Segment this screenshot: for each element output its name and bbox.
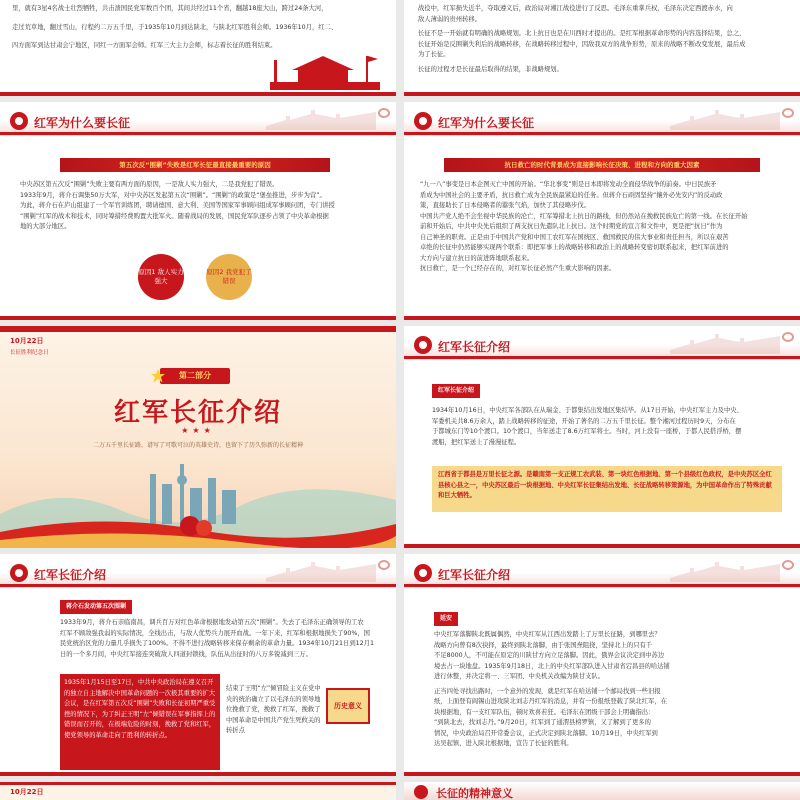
slide4-ribbon: 抗日救亡的时代背景成为直接影响长征决策、进程和方向的重大因素 [444, 158, 760, 172]
slide4-para: 卓绝的长征中仍然能够实现两个联系：即把军事上的战略转移和政治上的战略转变密切联系起来，把红军前进的 [420, 244, 729, 251]
slide7-para: 民党统治区党的力量几乎损失了100%。不得不进行战略转移来保存剩余的革命力量。1934年10月21日到12月1 [60, 640, 374, 647]
great-wall-icon [670, 330, 780, 354]
slide8-para: 不足8000人，不可能在原定的川陕甘方向立足落脚。因此，俄界会议决定到中苏边 [434, 652, 665, 659]
slide4-para: 策，直接助长了日本侵略者的嚣张气焰，加快了其侵略步伐。 [420, 202, 591, 209]
swirl-icon [378, 108, 390, 118]
part-tag: 第二部分 [160, 368, 230, 384]
slide4-para: 中国共产党人绝不会坐视中华民族的沦亡，红军筹措北上抗日的路线，但仍然站在挽救民族危亡的第一线。在长征开始 [420, 212, 748, 220]
slide6-highlight: 江西省于都县是万里长征之源。是赣南第一支正规工农武装、第一块红色根据地、第一个县级红色政权，是中央苏区全红县核心县之一，中央苏区最后一块根据地、中央红军长征集结出发地、长征战略转移策源地，为中国革命作出了特殊贡献和巨大牺牲。 [438, 471, 772, 499]
circle-icon [414, 336, 432, 354]
slide3-header [0, 102, 396, 142]
slide4-para: “九一八”事变是日本企图灭亡中国的开始。“华北事变”则是日本即将发动全面侵华战争的前奏。中日民族矛 [420, 181, 717, 188]
cover-title: 红军长征介绍 [113, 398, 282, 428]
city-skyline-illustration [0, 454, 396, 548]
slide8-para: 达吴起镇，进入陕北根据地，宣告了长征的胜利。 [434, 740, 573, 747]
slide8-footer-bar [404, 772, 800, 776]
top-bar [0, 326, 396, 332]
top-bar [0, 782, 396, 785]
slide-7[interactable] [0, 554, 396, 776]
slide10-title: 长征的精神意义 [436, 787, 513, 800]
slide8-para: 块根据地，有一支红军队伍，顿时欢喜若狂。毛泽东在团级干部会上明确指出： [434, 708, 655, 716]
slide-1[interactable] [0, 0, 396, 96]
slide2-line: 战役中，红军损失近半，夺取遵义后，政治局对湘江战役进行了反思。毛泽东重掌兵权，毛泽东决定西渡赤水，向 [418, 5, 733, 12]
cover-date: 10月22日 [10, 337, 44, 345]
slide4-para: 盾成为中国社会的主要矛盾，抗日救亡成为全民族最紧迫的任务。但蒋介石顽固坚持“攘外必先安内”的反动政 [420, 191, 723, 199]
circle-icon [414, 112, 432, 130]
slide8-para: 纸，上面登有阎锡山进攻陕北刘志丹红军的消息，并有一份报纸登载了陕北红军，在 [434, 698, 667, 705]
slide2-footer-bar [404, 92, 800, 96]
slide7-red-box [60, 674, 220, 770]
slide6-footer-bar [404, 544, 800, 548]
slide3-footer-bar [0, 316, 396, 320]
slide3-title: 红军为什么要长征 [34, 116, 131, 130]
slide8-para: 中央红军落脚陕北既属偶然，中央红军从江西出发踏上了万里长征路，到哪里去？ [434, 631, 661, 638]
slide8-header [404, 554, 800, 594]
slide1-footer-bar [0, 92, 396, 96]
slide4-para: 大方向与建立抗日的前进阵地联系起来。 [420, 254, 534, 262]
slide3-para: “围剿”红军的战术和技术，同时筹措经费购置大批军火。随着战局的发展，国民党军队逐步占领了中央革命根据 [20, 212, 329, 220]
slide7-para: 红军不顾敌强我弱的实际情况，全线出击，与敌人优势兵力展开血战。一年下来，红军和根据地损失了90%，国 [60, 629, 370, 637]
swirl-icon [782, 108, 794, 118]
slide6-para: 于都城东门等10个渡口。10个渡口，当年送走了8.6万红军将士。当时，河上没有一座桥，于都人民搭浮桥，摆 [432, 428, 742, 435]
slide8-tag: 延安 [434, 612, 458, 626]
slide-2[interactable] [404, 0, 800, 96]
slide7-body [60, 618, 386, 660]
reason2-circle: 原因2 我党犯了 错误 [206, 254, 252, 300]
slide1-line: 走过荒草地，翻过雪山，行程约二万五千里，于1935年10月到达陕北，与陕北红军胜利会师。1936年10月，红二、 [12, 23, 338, 31]
slide2-line: 敌人薄弱的贵州转移。 [418, 15, 481, 23]
swirl-icon [782, 332, 794, 342]
slide7-para: 日的一个多月间，中央红军接连突破敌人四道封锁线，队伍从出征时的八万多锐减到三万。 [60, 650, 312, 658]
slide4-footer-bar [404, 316, 800, 320]
slide7-header [0, 554, 396, 594]
slide3-body [20, 180, 380, 233]
slide-4[interactable] [404, 102, 800, 320]
slide2-line: 长征的过程才是长征最后取得的结果，非战略规划。 [418, 65, 563, 73]
slide7-mid-text: 结束了王明“左”倾冒险主义在党中央的统治确立了以毛泽东的领导地位挽救了党，挽救了红军，挽救了中国革命是中国共产党生死攸关的转折点 [226, 685, 321, 734]
star-icon [150, 368, 166, 384]
great-wall-icon [266, 106, 376, 130]
slide8-body [434, 630, 784, 750]
slide-3[interactable] [0, 102, 396, 320]
slide8-para: 战略方向曾有8次抉择，最终到陕北落脚，由于张国焘阻挠，坚持北上的只有千 [434, 641, 653, 649]
slide-5[interactable] [0, 326, 396, 548]
great-wall-icon [670, 558, 780, 582]
slide3-para: 地的大部分地区。 [20, 223, 71, 230]
slide8-para: 正当四处寻找出路时，一个意外的发现，就是红军在哈达铺一个邮局找到一些旧报 [434, 687, 661, 695]
slide4-header [404, 102, 800, 142]
slide1-line: 里，就有3星4名战士壮烈牺牲，共击溃国民党军数百个团，其间共经过11个省，翻越18座大山，跨过24条大河， [12, 5, 328, 12]
slide3-para: 1933年9月，蒋介石调集50万大军，对中央苏区发起第五次“围剿”。“围剿”的政策是“堡垒推进，步步为营”。 [20, 191, 326, 199]
slide2-line: 为了长征。 [418, 51, 450, 58]
slide8-para: 情况，中央政治局召开常委会议，正式决定到陕北落脚。10月19日，中央红军到 [434, 729, 658, 737]
slide2-line: 长征不是一开始就有明确的战略规划。北上抗日也是在川西时才提出的。是红军根据革命形势的内容选择结果，总之， [418, 30, 746, 37]
slide-10[interactable] [404, 782, 800, 800]
history-badge: 历史意义 [326, 688, 370, 724]
slide8-para: 境去占一块地盘。1935年9月18日，北上的中央红军部队进入甘肃省宕昌县的哈达铺 [434, 662, 670, 670]
slide6-highlight-box [432, 466, 782, 512]
circle-icon [10, 112, 28, 130]
slide8-para: “到陕北去，找刘志丹。”9月20日，红军到了通渭县榜罗镇，又了解到了更多的 [434, 719, 651, 726]
slide6-para: 1934年10月16日，中央红军各部队在从瑞金、于都集结出发地区集结毕。从17日开始，中央红军主力及中央、 [432, 407, 743, 414]
slide9-date: 10月22日 [10, 788, 44, 796]
slide6-header [404, 326, 800, 366]
slide3-para: 为此，蒋介石在庐山组建了一个军官训练团，聘请德国、意大利、美国等国家军事顾问组成军事顾问团，专门讲授 [20, 202, 335, 209]
reason1-circle: 原因1 敌人实力 强大 [138, 254, 184, 300]
slide8-para: 进行休整，并决定将一、三军团、中央机关改编为陕甘支队。 [434, 673, 605, 680]
great-wall-icon [266, 558, 376, 582]
slide6-para: 军委机关共8.6万余人，踏上战略转移的征途，开始了著名的二万五千里长征。整个湘河过程历时9天，分布在 [432, 417, 736, 425]
slide-9[interactable] [0, 782, 396, 800]
slide8-title: 红军长征介绍 [438, 568, 511, 582]
circle-icon [414, 564, 432, 582]
great-wall-icon [670, 106, 780, 130]
circle-icon [10, 564, 28, 582]
slide3-para: 中央苏区第五次反“围剿”失败主要有两方面的原因，一是敌人实力强大，二是我党犯了错误。 [20, 181, 279, 188]
slide7-tag: 蒋介石发动第五次围剿 [60, 600, 132, 614]
slide6-para: 渡船，把红军送上了漫漫征程。 [432, 438, 521, 446]
slide2-line: 长征开始是反围剿失利后的战略转移，在战略转移过程中，因敌我双方的战争形势，原来的战略不断改变发展，最后成 [418, 40, 746, 48]
slide4-title: 红军为什么要长征 [438, 116, 535, 130]
slide2-text [418, 4, 788, 75]
slide6-tag: 红军长征介绍 [432, 384, 480, 398]
slide7-para: 1933年9月，蒋介石亲临南昌，调兵百万对红色革命根据地发动第五次“围剿”。失去了毛泽东正确领导的工农 [60, 619, 364, 626]
slide4-body [420, 180, 786, 275]
slide-8[interactable] [404, 554, 800, 776]
slide7-title: 红军长征介绍 [34, 568, 107, 582]
star-divider: ★★★ [181, 426, 215, 435]
swirl-icon [782, 560, 794, 570]
slide4-para: 抗日救亡，是一个已经存在的，对红军长征必然产生重大影响的因素。 [420, 265, 616, 272]
slide6-body [432, 406, 782, 448]
swirl-icon [378, 560, 390, 570]
slide4-para: 自己神圣的职责。正是由于中国共产党和中国工农红军在国统区、救国救民的伟大事业和责任担当，所以在艰苦 [420, 233, 729, 241]
slide4-para: 前和开始后，中共中央先后组织了两支抗日先遣队北上抗日。这个时期党的宣言和文件中，更是把“抗日”作为 [420, 223, 723, 230]
slide3-ribbon: 第五次反“围剿”失败是红军长征最直接最重要的原因 [60, 158, 330, 172]
tiananmen-silhouette [270, 48, 380, 90]
slide6-title: 红军长征介绍 [438, 340, 511, 354]
slide1-text [12, 4, 382, 52]
slide1-line: 四方面军到达甘肃会宁地区，同红一方面军会师。红军三大主力会师，标志着长征的胜利结束。 [12, 42, 277, 49]
cover-subtitle: 长征胜利纪念日 [10, 350, 49, 356]
circle-icon [414, 785, 428, 799]
slide7-footer-bar [0, 772, 396, 776]
slide-6[interactable] [404, 326, 800, 548]
cover-tagline: 二万五千里长征路，谱写了可歌可泣的英雄史诗，也留下了历久弥新的长征精神 [92, 442, 303, 449]
slide7-red-text: 1935年1月15日至17日，中共中央政治局在遵义召开的独立自主地解决中国革命问题的一次极其重要的扩大会议，是在红军第五次反“围剿”失败和长征初期严重受挫的情况下，为了纠正王明“左”倾错误在军事指挥上的错误而召开的，在极端危险的时刻，挽救了党和红军，使党领导的革命走向了胜利的转折点。 [64, 679, 216, 739]
